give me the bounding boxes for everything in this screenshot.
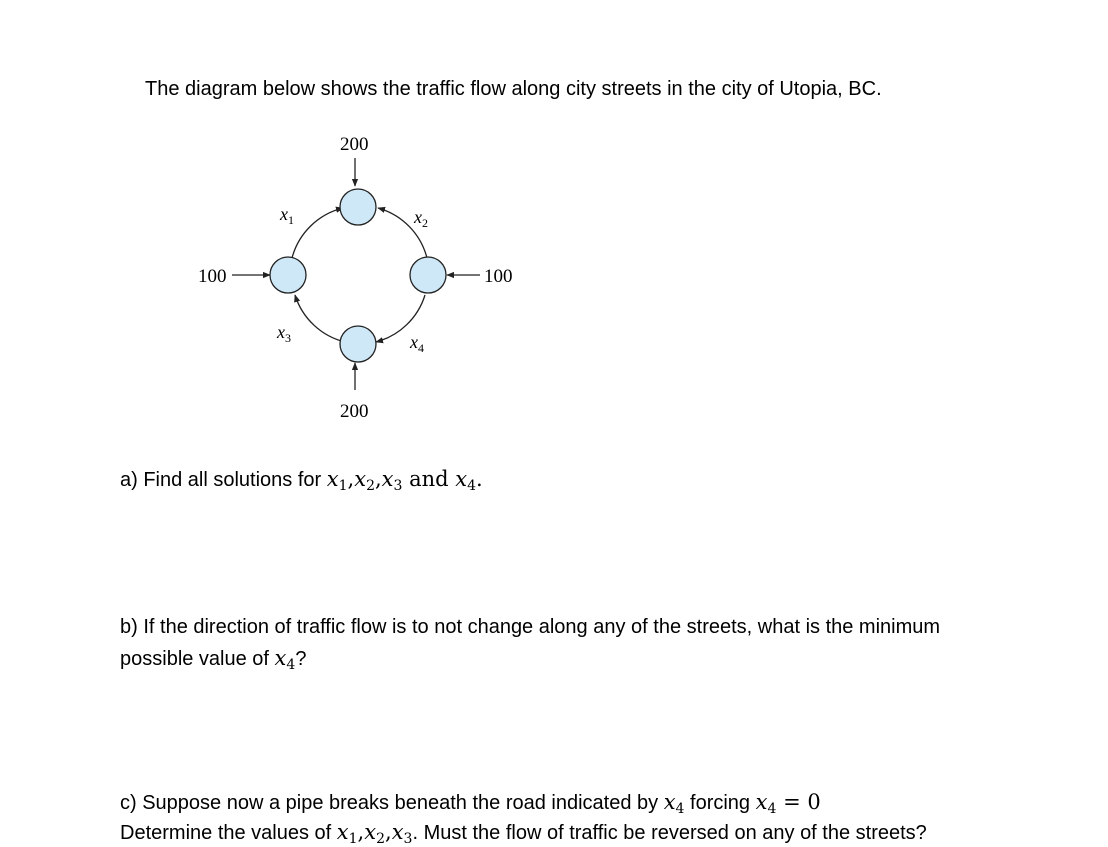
label-x3: $x_3$ [277,322,291,345]
label-x1: $x_1$ [280,204,294,227]
question-b-line2: possible value of $x_4$? [120,646,307,673]
question-a: a) Find all solutions for $x_1,x_2,x_3$ and $x_4$. [120,467,483,494]
traffic-flow-diagram [180,120,540,430]
edge-x1 [292,208,343,258]
edge-x3 [295,295,345,342]
node-bottom [340,326,376,362]
top-inflow-label: 200 [340,134,369,155]
question-c-line2: Determine the values of $x_1,x_2,x_3$. Must the flow of traffic be reversed on any of the streets? [120,820,927,847]
node-top [340,189,376,225]
label-x4: $x_4$ [410,332,424,355]
question-c-line1: c) Suppose now a pipe breaks beneath the road indicated by $x_4$ forcing $x_4 = 0$ [120,790,821,817]
bottom-outflow-label: 200 [340,401,369,422]
label-x2: $x_2$ [414,207,428,230]
intro-text: The diagram below shows the traffic flow along city streets in the city of Utopia, BC. [145,78,882,100]
right-outflow-label: 100 [484,266,513,287]
question-b-line1: b) If the direction of traffic flow is to not change along any of the streets, what is the minimum [120,616,941,638]
node-left [270,257,306,293]
left-inflow-label: 100 [198,266,227,287]
node-right [410,257,446,293]
street-ring [292,208,427,342]
